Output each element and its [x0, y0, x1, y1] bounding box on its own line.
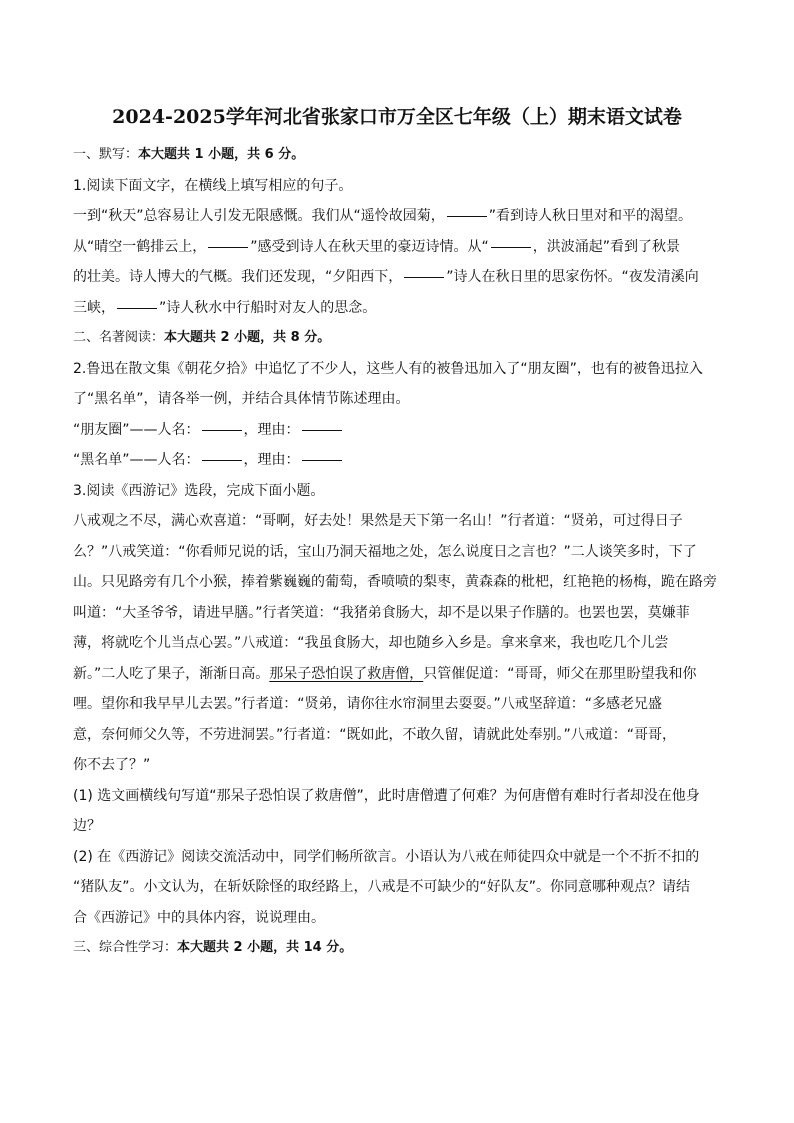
section-header-3 — [73, 933, 723, 964]
subquestion-1-line: (1) 选文画横线句写道“那呆子恐怕误了救唐僧”，此时唐僧遭了何难？为何唐僧有难时行者却没在他身 — [73, 787, 700, 804]
section-label: 二、名著阅读： — [73, 330, 165, 345]
section-desc: 本大题共 1 小题，共 6 分。 — [138, 147, 305, 162]
section-label: 三、综合性学习： — [73, 940, 178, 955]
text-span: 新。”二人吃了果子，渐渐日高。 — [73, 665, 270, 682]
passage-line: 薄，将就吃个儿当点心罢。”八戒道：“我虽食肠大，却也随乡入乡是。拿来拿来，我也吃几个儿尝 — [73, 635, 669, 651]
answer-blank[interactable] — [202, 459, 242, 461]
section-desc: 本大题共 2 小题，共 8 分。 — [164, 330, 331, 345]
answer-blank[interactable] — [202, 429, 242, 431]
subquestion-2-line: 合《西游记》中的具体内容，说说理由。 — [73, 909, 325, 926]
text-span: ，理由： — [243, 452, 300, 468]
section-desc: 本大题共 2 小题，共 14 分。 — [177, 940, 353, 955]
page-title: 2024-2025学年河北省张家口市万全区七年级（上）期末语文试卷 — [112, 106, 682, 128]
subquestion-1-line: 边？ — [73, 818, 101, 834]
passage-line: 意，奈何师父久等，不劳进洞罢。”行者道：“既如此，不敢久留，请就此处奉别。”八戒道：“哥哥， — [73, 726, 677, 743]
text-span: 一到“秋天”总容易让人引发无限感慨。我们从“遥怜故园菊， — [73, 208, 445, 224]
exam-content — [73, 140, 723, 964]
answer-blank[interactable] — [208, 246, 248, 248]
subquestion-2-line: (2) 在《西游记》阅读交流活动中，同学们畅所欲言。小语认为八戒在师徒四众中就是一个不折不扣的 — [73, 848, 700, 865]
passage-line: 么？”八戒笑道：“你看师兄说的话，宝山乃洞天福地之处，怎么说度日之言也？”二人谈笑多时，下了 — [73, 543, 697, 560]
underlined-sentence: 那呆子恐怕误了救唐僧， — [269, 665, 424, 682]
text-span: ”诗人在秋日里的思家伤怀。“夜发清溪向 — [446, 269, 699, 285]
question-1-prompt: 1.阅读下面文字，在横线上填写相应的句子。 — [73, 177, 353, 194]
question-1-line — [73, 262, 723, 293]
text-span: ，理由： — [243, 421, 300, 438]
text-span: “黑名单”——人名： — [73, 452, 200, 468]
section-label: 一、默写： — [73, 147, 139, 162]
question-1-line — [73, 293, 723, 324]
answer-blank[interactable] — [404, 276, 444, 278]
passage-line: 山。只见路旁有几个小猴，捧着紫巍巍的葡萄，香喷喷的梨枣，黄森森的枇杷，红艳艳的杨梅，跪在路旁 — [73, 574, 717, 590]
passage-line: 八戒观之不尽，满心欢喜道：“哥啊，好去处！果然是天下第一名山！”行者道：“贤弟，可过得日子 — [73, 513, 683, 529]
text-span: 只管催促道：“哥哥，师父在那里盼望我和你 — [423, 665, 697, 682]
text-span: 从“晴空一鹤排云上， — [73, 238, 207, 255]
question-2-line: 了“黑名单”，请各举一例，并结合具体情节陈述理由。 — [73, 391, 410, 407]
text-span: ”感受到诗人在秋天里的豪迈诗情。从“ — [250, 238, 489, 255]
question-1-line — [73, 232, 723, 263]
answer-blank[interactable] — [302, 459, 342, 461]
text-span: ”诗人秋水中行船时对友人的思念。 — [159, 299, 377, 316]
subquestion-2-line: “猪队友”。小文认为，在斩妖除怪的取经路上，八戒是不可缺少的“好队友”。你同意哪种观点？请结 — [73, 879, 691, 895]
answer-blank[interactable] — [491, 246, 531, 248]
text-span: “朋友圈”——人名： — [73, 421, 200, 438]
question-3-prompt: 3.阅读《西游记》选段，完成下面小题。 — [73, 482, 325, 499]
friends-answer-line — [73, 415, 723, 446]
answer-blank[interactable] — [117, 307, 157, 309]
text-span: 的壮美。诗人博大的气概。我们还发现，“夕阳西下， — [73, 269, 403, 285]
passage-line: 叫道：“大圣爷爷，请进早膳。”行者笑道：“我猪弟食肠大，却不是以果子作膳的。也罢也罢，莫嫌菲 — [73, 604, 690, 621]
question-1-line — [73, 201, 723, 232]
passage-line — [73, 659, 723, 690]
text-span: ”看到诗人秋日里对和平的渴望。 — [488, 208, 693, 224]
text-span: 三峡， — [73, 299, 115, 316]
question-2-line: 2.鲁迅在散文集《朝花夕拾》中追忆了不少人，这些人有的被鲁迅加入了“朋友圈”，也有的被鲁迅拉入 — [73, 360, 703, 377]
section-header-1 — [73, 140, 723, 171]
passage-line: 哩。望你和我早早儿去罢。”行者道：“贤弟，请你往水帘洞里去耍耍。”八戒坚辞道：“多感老兄盛 — [73, 696, 663, 712]
section-header-2 — [73, 323, 723, 354]
text-span: ，洪波涌起”看到了秋景 — [532, 238, 681, 255]
passage-line: 你不去了？” — [73, 757, 151, 773]
answer-blank[interactable] — [302, 429, 342, 431]
blacklist-answer-line — [73, 445, 723, 476]
answer-blank[interactable] — [447, 215, 487, 217]
